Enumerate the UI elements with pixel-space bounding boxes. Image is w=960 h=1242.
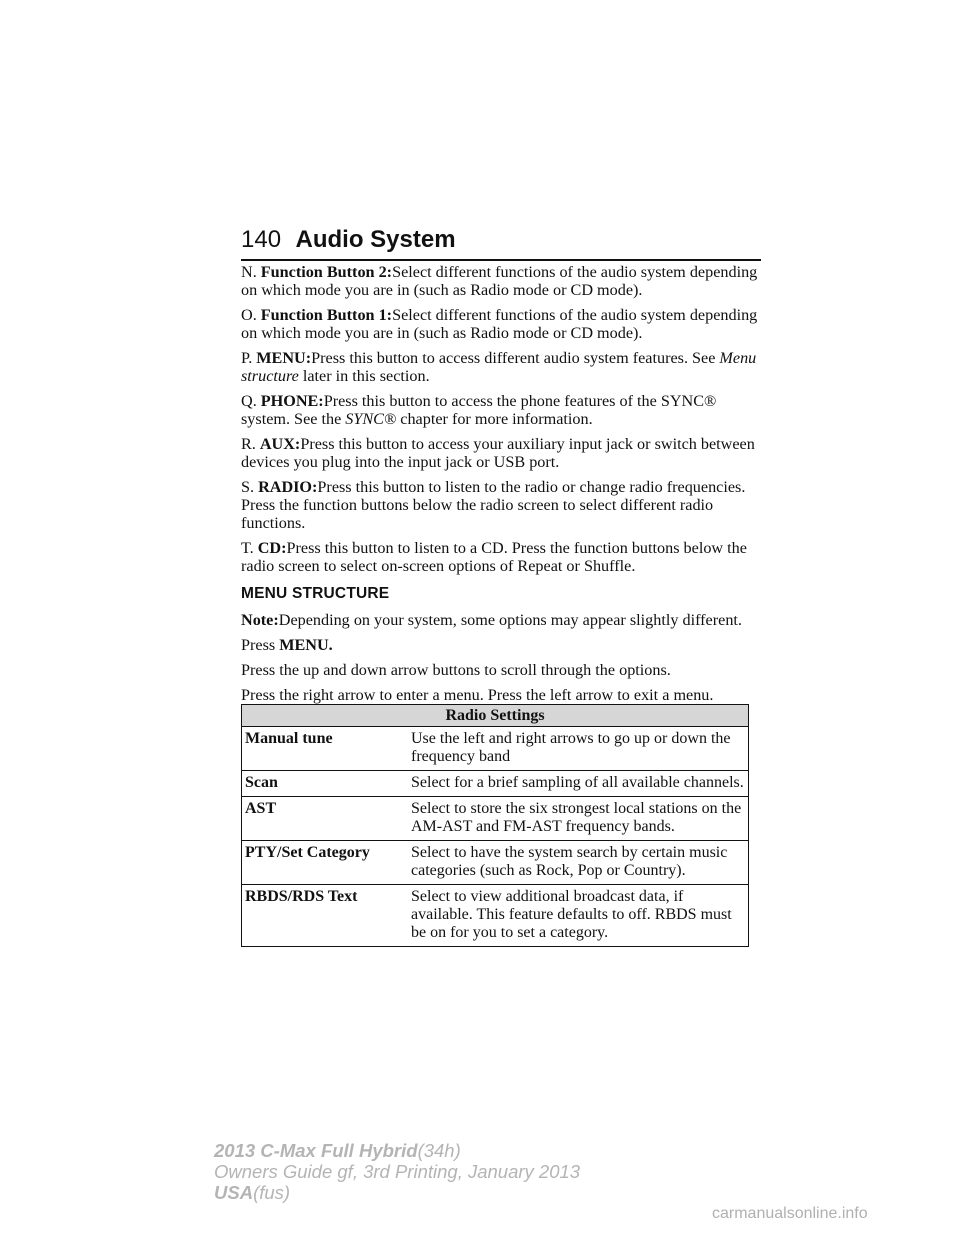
watermark: carmanualsonline.info xyxy=(712,1205,868,1222)
item-term: Function Button 1: xyxy=(260,306,393,324)
setting-name: RBDS/RDS Text xyxy=(242,885,409,947)
note-label: Note: xyxy=(241,611,279,629)
item-term: AUX: xyxy=(259,435,301,453)
setting-description: Select to view additional broadcast data, if available. This feature defaults to off. RBDS must be on for you to set a category. xyxy=(408,885,749,947)
note-text: Depending on your system, some options may appear slightly different. xyxy=(278,611,742,629)
press-menu-bold: MENU. xyxy=(279,636,333,654)
table-title: Radio Settings xyxy=(242,705,749,727)
table-row xyxy=(242,885,749,947)
footer-market: USA xyxy=(214,1182,254,1203)
footer-line-1 xyxy=(214,1140,580,1161)
item-letter: O. xyxy=(241,306,257,324)
setting-name: AST xyxy=(242,797,409,841)
list-item xyxy=(241,263,761,299)
item-italic: SYNC® xyxy=(345,410,397,428)
item-text-2: chapter for more information. xyxy=(400,410,593,428)
item-text: Press this button to access the phone features of the SYNC® system. See the xyxy=(241,392,717,428)
list-item xyxy=(241,435,761,471)
list-item xyxy=(241,539,761,575)
table-row xyxy=(242,771,749,797)
item-text: Press this button to listen to a CD. Press the function buttons below the radio screen to select on-screen options of Repeat or Shuffle. xyxy=(241,539,747,575)
table-row xyxy=(242,841,749,885)
setting-description: Select to store the six strongest local stations on the AM-AST and FM-AST frequency bands. xyxy=(408,797,749,841)
chapter-title: Audio System xyxy=(295,226,456,253)
item-term: MENU: xyxy=(256,349,312,367)
header-rule xyxy=(241,259,761,261)
item-letter: S. xyxy=(241,478,255,496)
item-text-2: later in this section. xyxy=(302,367,430,385)
footer-market-code: (fus) xyxy=(253,1182,291,1203)
page-number: 140 xyxy=(241,226,282,253)
footer-model-code: (34h) xyxy=(417,1140,461,1161)
setting-description: Select for a brief sampling of all available channels. xyxy=(408,771,749,797)
item-text: Press this button to access your auxiliary input jack or switch between devices you plug into the input jack or USB port. xyxy=(241,435,755,471)
item-letter: P. xyxy=(241,349,253,367)
list-item xyxy=(241,392,761,428)
button-descriptions xyxy=(241,263,761,575)
footer-model: 2013 C-Max Full Hybrid xyxy=(214,1140,418,1161)
document-footer xyxy=(214,1140,580,1203)
note-paragraph xyxy=(241,611,761,629)
setting-description: Use the left and right arrows to go up or down the frequency band xyxy=(408,727,749,771)
instruction-scroll: Press the up and down arrow buttons to scroll through the options. xyxy=(241,661,671,679)
item-italic: Menu structure xyxy=(241,349,757,385)
footer-line-3 xyxy=(214,1182,580,1203)
footer-line-2: Owners Guide gf, 3rd Printing, January 2013 xyxy=(214,1161,581,1182)
setting-name: Manual tune xyxy=(242,727,409,771)
item-term: CD: xyxy=(257,539,287,557)
item-term: RADIO: xyxy=(258,478,318,496)
list-item xyxy=(241,478,761,532)
list-item xyxy=(241,349,761,385)
item-term: PHONE: xyxy=(260,392,324,410)
item-term: Function Button 2: xyxy=(260,263,393,281)
table-row xyxy=(242,797,749,841)
radio-settings-table xyxy=(241,704,749,947)
press-menu-paragraph xyxy=(241,636,761,654)
list-item xyxy=(241,306,761,342)
item-text: Press this button to access different audio system features. See xyxy=(311,349,716,367)
item-letter: N. xyxy=(241,263,257,281)
table-body xyxy=(242,727,749,947)
page-body xyxy=(241,263,761,736)
table-row xyxy=(242,727,749,771)
item-letter: R. xyxy=(241,435,256,453)
item-text: Select different functions of the audio system depending on which mode you are in (such as Radio mode or CD mode). xyxy=(241,306,758,342)
page-header xyxy=(241,226,761,254)
section-heading: MENU STRUCTURE xyxy=(241,585,390,602)
item-letter: Q. xyxy=(241,392,257,410)
press-menu-prefix: Press xyxy=(241,636,276,654)
item-letter: T. xyxy=(241,539,254,557)
instruction-enter-exit: Press the right arrow to enter a menu. Press the left arrow to exit a menu. xyxy=(241,686,714,704)
setting-name: PTY/Set Category xyxy=(242,841,409,885)
item-text: Press this button to listen to the radio or change radio frequencies. Press the function buttons below the radio screen to select different radio functions. xyxy=(241,478,746,532)
setting-name: Scan xyxy=(242,771,409,797)
setting-description: Select to have the system search by certain music categories (such as Rock, Pop or Country). xyxy=(408,841,749,885)
item-text: Select different functions of the audio system depending on which mode you are in (such as Radio mode or CD mode). xyxy=(241,263,758,299)
